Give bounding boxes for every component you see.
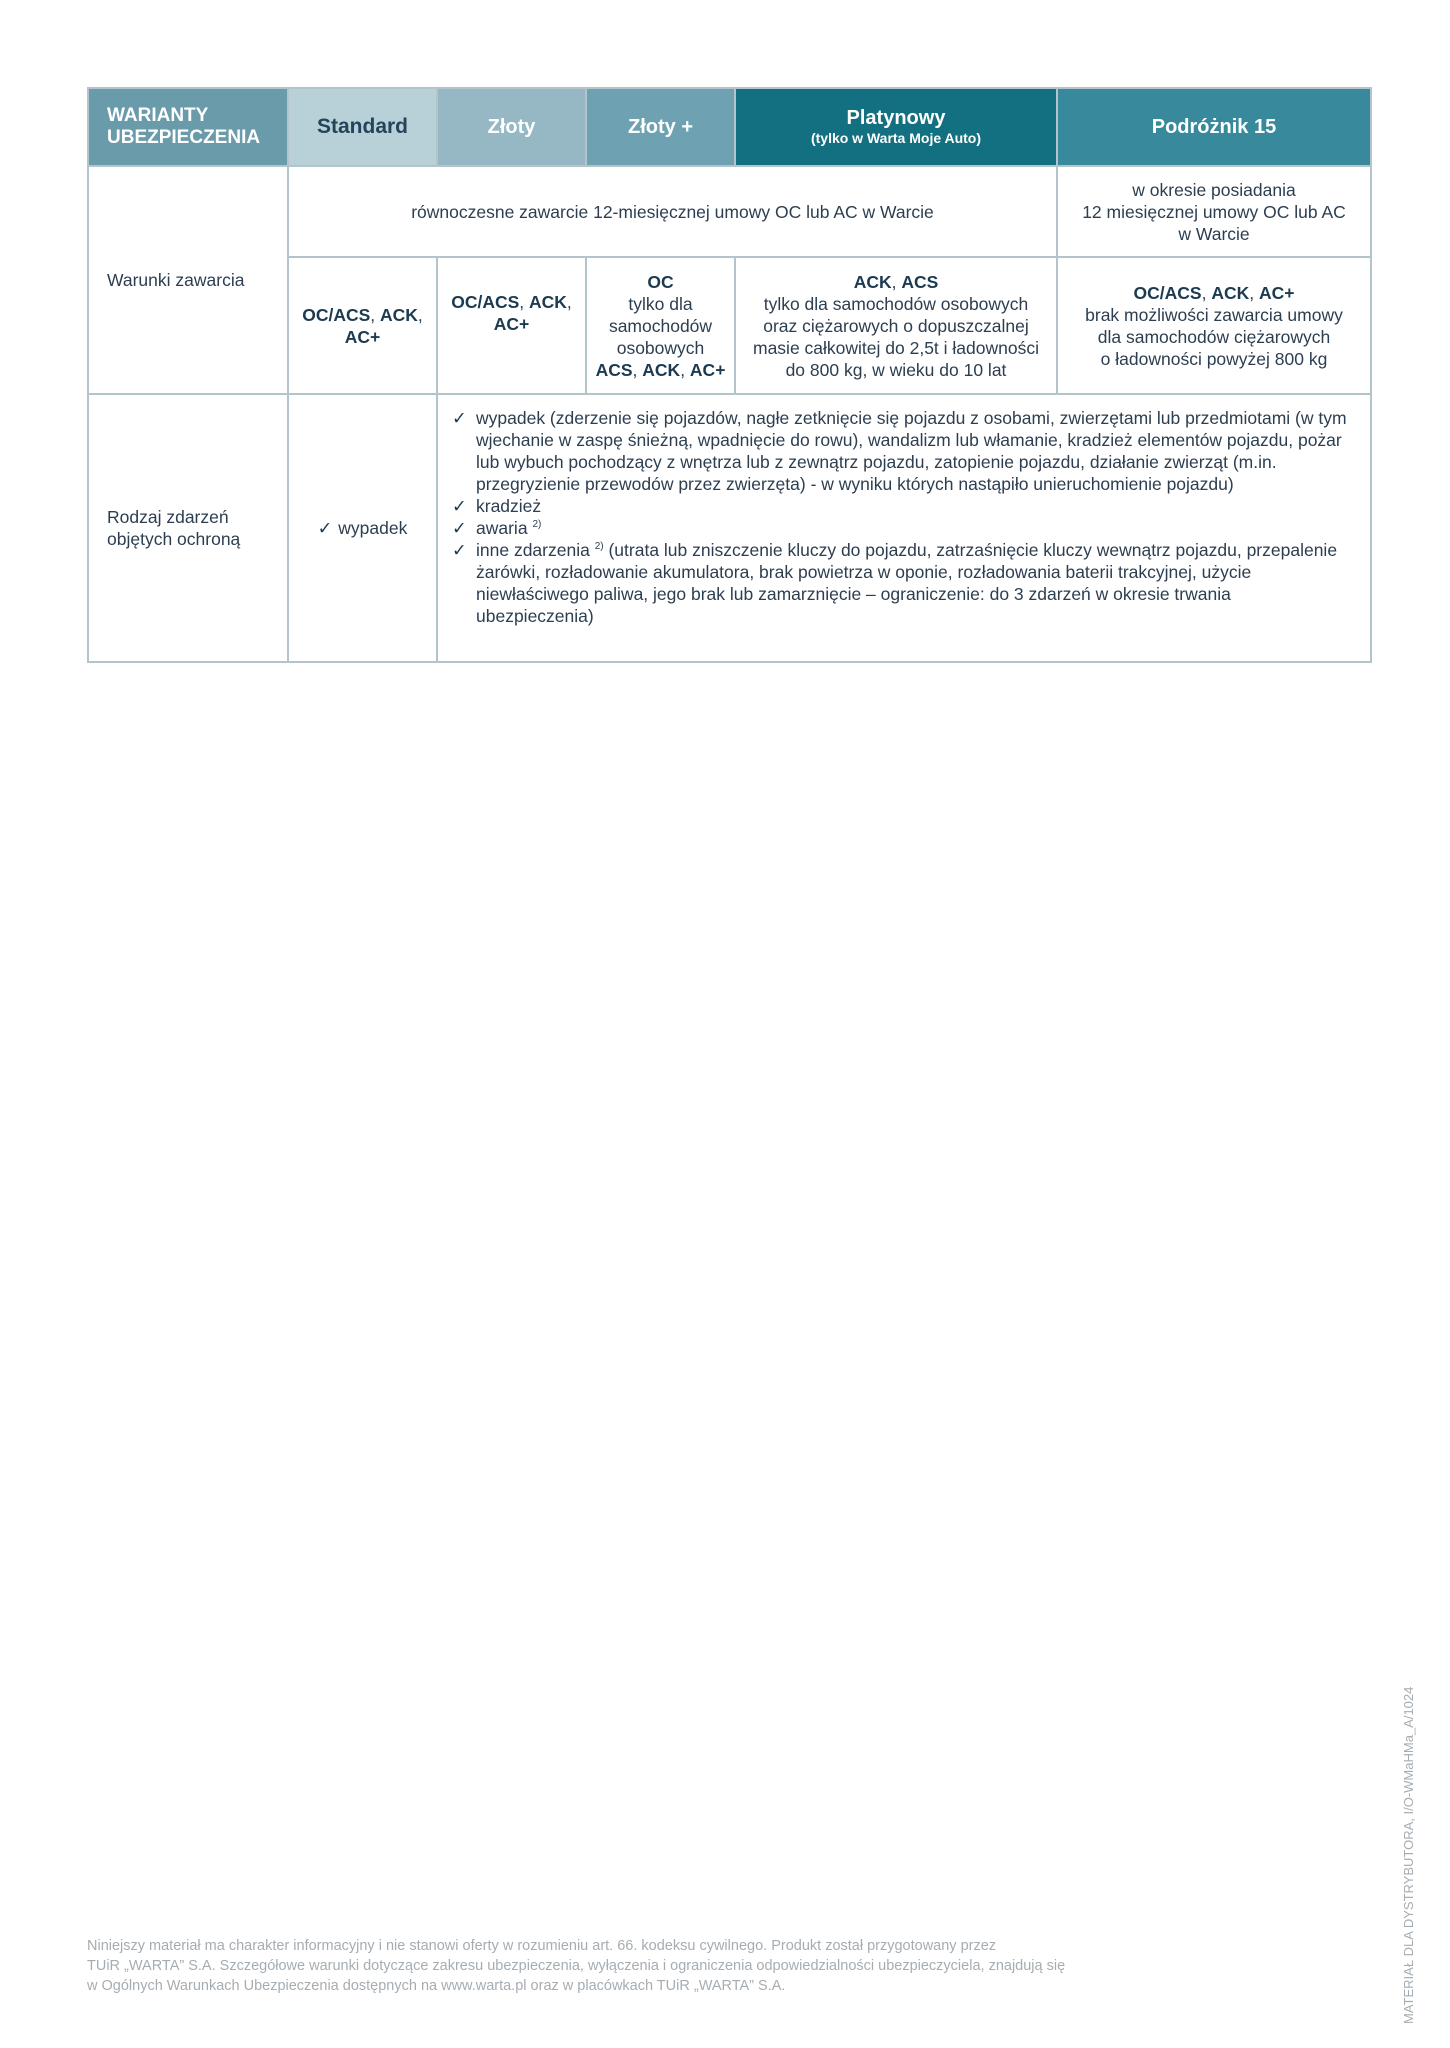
- product-code: ACK: [853, 271, 892, 292]
- zloty-products-cell: OC/ACS, ACK, AC+: [437, 257, 586, 394]
- list-item: [452, 495, 1350, 517]
- podroznik-period-line: 12 miesięcznej umowy OC lub AC: [1082, 201, 1346, 222]
- footer-line: Niniejszy materiał ma charakter informacyjny i nie stanowi oferty w rozumieniu art. 66. kodeksu cywilnego. Produkt został przygotowany przez: [87, 1938, 997, 1954]
- row-label-rodzaj: [88, 394, 288, 662]
- events-list-cell: [437, 394, 1371, 662]
- header-platynowy: [735, 88, 1057, 166]
- header-standard: Standard: [288, 88, 437, 166]
- footer-line: TUiR „WARTA” S.A. Szczegółowe warunki dotyczące zakresu ubezpieczenia, wyłączenia i ograniczenia odpowiedzialności ubezpieczyciela, znajdują się: [87, 1958, 1066, 1974]
- checkmark-icon: ✓: [452, 518, 467, 538]
- product-code: ACK: [642, 359, 681, 380]
- event-text: kradzież: [476, 496, 542, 516]
- table-row: [88, 166, 1371, 257]
- condition-line: do 800 kg, w wieku do 10 lat: [785, 359, 1007, 380]
- platynowy-products-cell: ACK, ACS tylko dla samochodów osobowych oraz ciężarowych o dopuszczalnej masie całkowitej do 2,5t i ładowności do 800 kg, w wieku do 10 lat: [735, 257, 1057, 394]
- list-item: [452, 539, 1350, 627]
- standard-events-cell: [288, 394, 437, 662]
- checkmark-icon: ✓: [452, 408, 467, 428]
- condition-line: osobowych: [616, 337, 705, 358]
- condition-line: tylko dla samochodów osobowych: [763, 293, 1029, 314]
- row-label-line: objętych ochroną: [107, 529, 241, 549]
- event-details: (utrata lub zniszczenie kluczy do pojazdu, zatrzaśnięcie kluczy wewnątrz pojazdu, przepalenie żarówki, rozładowanie akumulatora, brak powietrza w oponie, rozładowania baterii trakcyjnej, użycie niewłaściwego paliwa, jego brak lub zamarznięcie – ograniczenie: do 3 zdarzeń w okresie trwania ubezpieczenia): [476, 540, 1338, 626]
- event-text: inne zdarzenia: [476, 540, 590, 560]
- footer-line: w Ogólnych Warunkach Ubezpieczenia dostępnych na www.warta.pl oraz w placówkach TUiR „WARTA” S.A.: [87, 1978, 786, 1994]
- product-code: ACS: [901, 271, 939, 292]
- product-code: AC+: [1258, 282, 1295, 303]
- podroznik-products-cell: OC/ACS, ACK, AC+ brak możliwości zawarcia umowy dla samochodów ciężarowych o ładowności powyżej 800 kg: [1057, 257, 1371, 394]
- header-zloty-plus: Złoty +: [586, 88, 735, 166]
- product-code: ACK: [1211, 282, 1250, 303]
- insurance-variants-table: [87, 87, 1372, 663]
- row-label-warunki: Warunki zawarcia: [88, 166, 288, 394]
- header-zloty: Złoty: [437, 88, 586, 166]
- condition-line: o ładowności powyżej 800 kg: [1100, 348, 1328, 369]
- list-item: [452, 517, 1350, 539]
- footnote-marker: 2): [532, 519, 542, 531]
- header-platynowy-title: Platynowy: [846, 107, 946, 129]
- product-code: AC+: [689, 359, 726, 380]
- condition-line: dla samochodów ciężarowych: [1097, 326, 1331, 347]
- product-code: ACS: [595, 359, 633, 380]
- event-text: awaria: [476, 518, 528, 538]
- condition-line: tylko dla: [628, 293, 693, 314]
- events-list: [438, 395, 1370, 637]
- product-code: OC: [647, 271, 674, 292]
- standard-products-cell: OC/ACS, ACK, AC+: [288, 257, 437, 394]
- row-label-line: Rodzaj zdarzeń: [107, 507, 229, 527]
- condition-line: oraz ciężarowych o dopuszczalnej: [763, 315, 1029, 336]
- checkmark-icon: ✓: [452, 540, 467, 560]
- event-text: wypadek (zderzenie się pojazdów, nagłe zetknięcie się pojazdu z osobami, zwierzętami lub przedmiotami (w tym wjechanie w zaspę śnieżną, wpadnięcie do rowu), wandalizm lub włamanie, kradzież elementów pojazdu, pożar lub wybuch pochodzący z wnętrza lub z zewnątrz pojazdu, zatopienie pojazdu, działanie zwierząt (m.in. przegryzienie przewodów przez zwierzęta) - w wyniku których nastąpiło unieruchomienie pojazdu): [476, 408, 1347, 494]
- header-platynowy-note: (tylko w Warta Moje Auto): [810, 130, 982, 146]
- table-header-row: [88, 88, 1371, 166]
- condition-line: samochodów: [608, 315, 713, 336]
- product-code: AC+: [493, 313, 530, 334]
- event-label: wypadek: [338, 518, 408, 538]
- product-code: OC/ACS: [302, 304, 371, 325]
- product-code: ACK: [380, 304, 418, 325]
- podroznik-period-cell: [1057, 166, 1371, 257]
- zloty-plus-products-cell: OC tylko dla samochodów osobowych ACS, ACK, AC+: [586, 257, 735, 394]
- product-code: OC/ACS: [451, 291, 520, 312]
- product-code: AC+: [344, 326, 381, 347]
- footer-disclaimer: [87, 1936, 1137, 1996]
- product-code: ACK: [529, 291, 567, 312]
- joint-condition-cell: równoczesne zawarcie 12-miesięcznej umowy OC lub AC w Warcie: [288, 166, 1057, 257]
- condition-line: brak możliwości zawarcia umowy: [1085, 304, 1343, 325]
- list-item: [452, 407, 1350, 495]
- condition-line: masie całkowitej do 2,5t i ładowności: [753, 337, 1039, 358]
- header-podroznik: Podróżnik 15: [1057, 88, 1371, 166]
- podroznik-period-line: w okresie posiadania: [1132, 179, 1296, 200]
- podroznik-period-line: w Warcie: [1178, 223, 1250, 244]
- footnote-marker: 2): [594, 541, 604, 553]
- header-variants: WARIANTY UBEZPIECZENIA: [88, 88, 288, 166]
- product-code: OC/ACS: [1133, 282, 1202, 303]
- checkmark-icon: ✓: [452, 496, 467, 516]
- checkmark-icon: ✓: [317, 518, 333, 538]
- side-note: MATERIAŁ DLA DYSTRYBUTORA, I/O-WMaHMa_A/1024: [1401, 1686, 1416, 2024]
- table-row: [88, 394, 1371, 662]
